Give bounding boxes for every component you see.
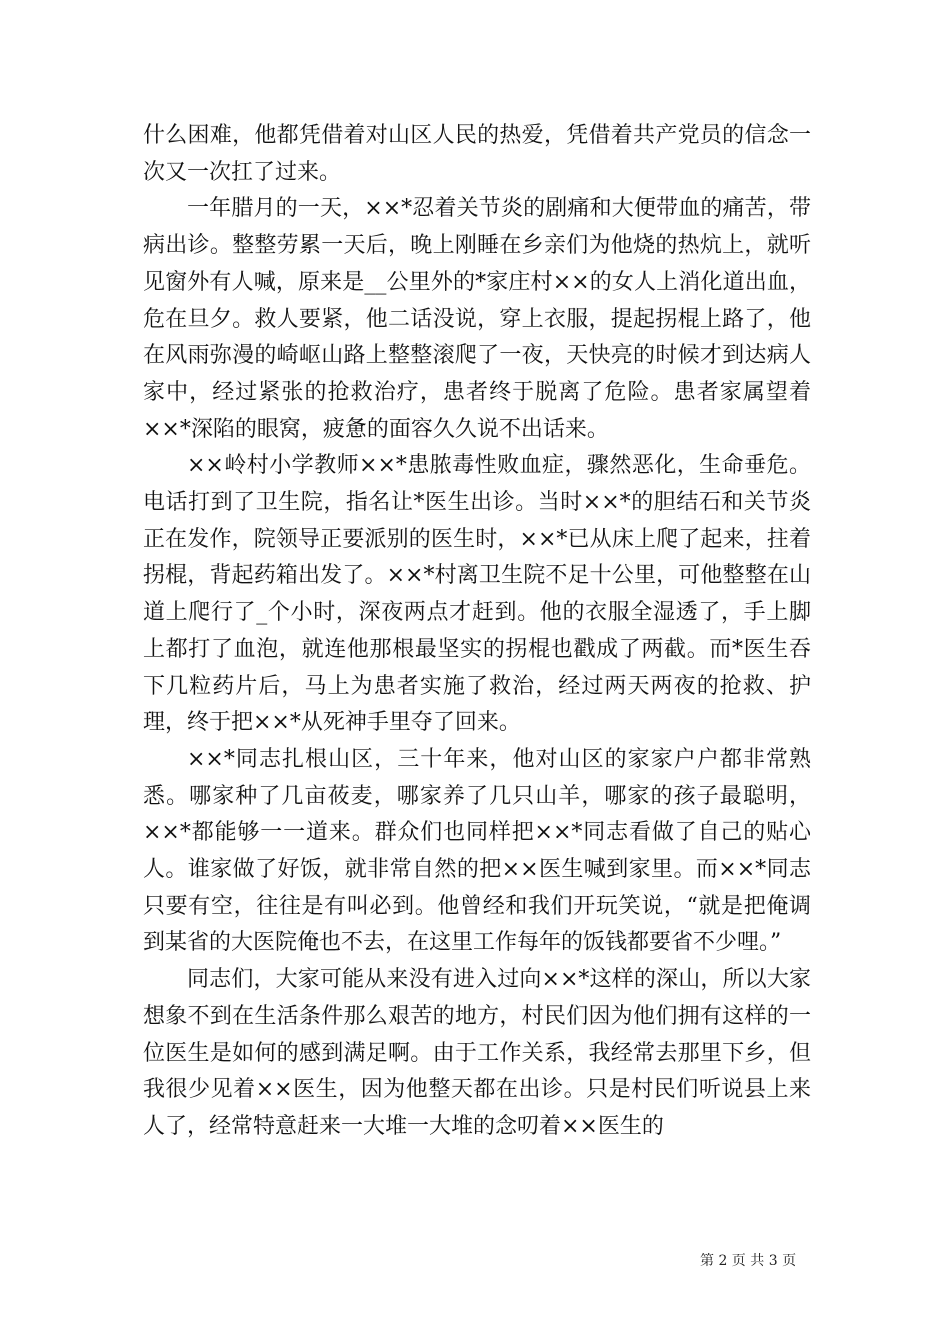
paragraph-5: 同志们，大家可能从来没有进入过向××*这样的深山，所以大家想象不到在生活条件那么艰苦的地方，村民们因为他们拥有这样的一位医生是如何的感到满足啊。由于工作关系，我经常去那里下乡，但我很少见着××医生，因为他整天都在出诊。只是村民们听说县上来人了，经常特意赶来一大堆一大堆的念叨着××医生的	[143, 967, 811, 1139]
page-number: 第 2 页 共 3 页	[700, 1253, 797, 1269]
body-text	[143, 118, 811, 1146]
paragraph-1: 什么困难，他都凭借着对山区人民的热爱，凭借着共产党员的信念一次又一次扛了过来。	[143, 123, 811, 185]
paragraph-2: 一年腊月的一天，××*忍着关节炎的剧痛和大便带血的痛苦，带病出诊。整整劳累一天后，晚上刚睡在乡亲们为他烧的热炕上，就听见窗外有人喊，原来是__公里外的*家庄村××的女人上消化道出血，危在旦夕。救人要紧，他二话没说，穿上衣服，提起拐棍上路了，他在风雨弥漫的崎岖山路上整整滚爬了一夜，天快亮的时候才到达病人家中，经过紧张的抢救治疗，患者终于脱离了危险。患者家属望着××*深陷的眼窝，疲惫的面容久久说不出话来。	[143, 196, 811, 442]
paragraph-4: ××*同志扎根山区，三十年来，他对山区的家家户户都非常熟悉。哪家种了几亩莜麦，哪家养了几只山羊，哪家的孩子最聪明，××*都能够一一道来。群众们也同样把××*同志看做了自己的贴心人。谁家做了好饭，就非常自然的把××医生喊到家里。而××*同志只要有空，往往是有叫必到。他曾经和我们开玩笑说，“就是把俺调到某省的大医院俺也不去，在这里工作每年的饭钱都要省不少哩。”	[143, 746, 811, 956]
paragraph-3: ××岭村小学教师××*患脓毒性败血症，骤然恶化，生命垂危。电话打到了卫生院，指名让*医生出诊。当时××*的胆结石和关节炎正在发作，院领导正要派别的医生时，××*已从床上爬了起来，拄着拐棍，背起药箱出发了。××*村离卫生院不足十公里，可他整整在山道上爬行了_个小时，深夜两点才赶到。他的衣服全湿透了，手上脚上都打了血泡，就连他那根最坚实的拐棍也戳成了两截。而*医生吞下几粒药片后，马上为患者实施了救治，经过两天两夜的抢救、护理，终于把××*从死神手里夺了回来。	[143, 453, 811, 736]
